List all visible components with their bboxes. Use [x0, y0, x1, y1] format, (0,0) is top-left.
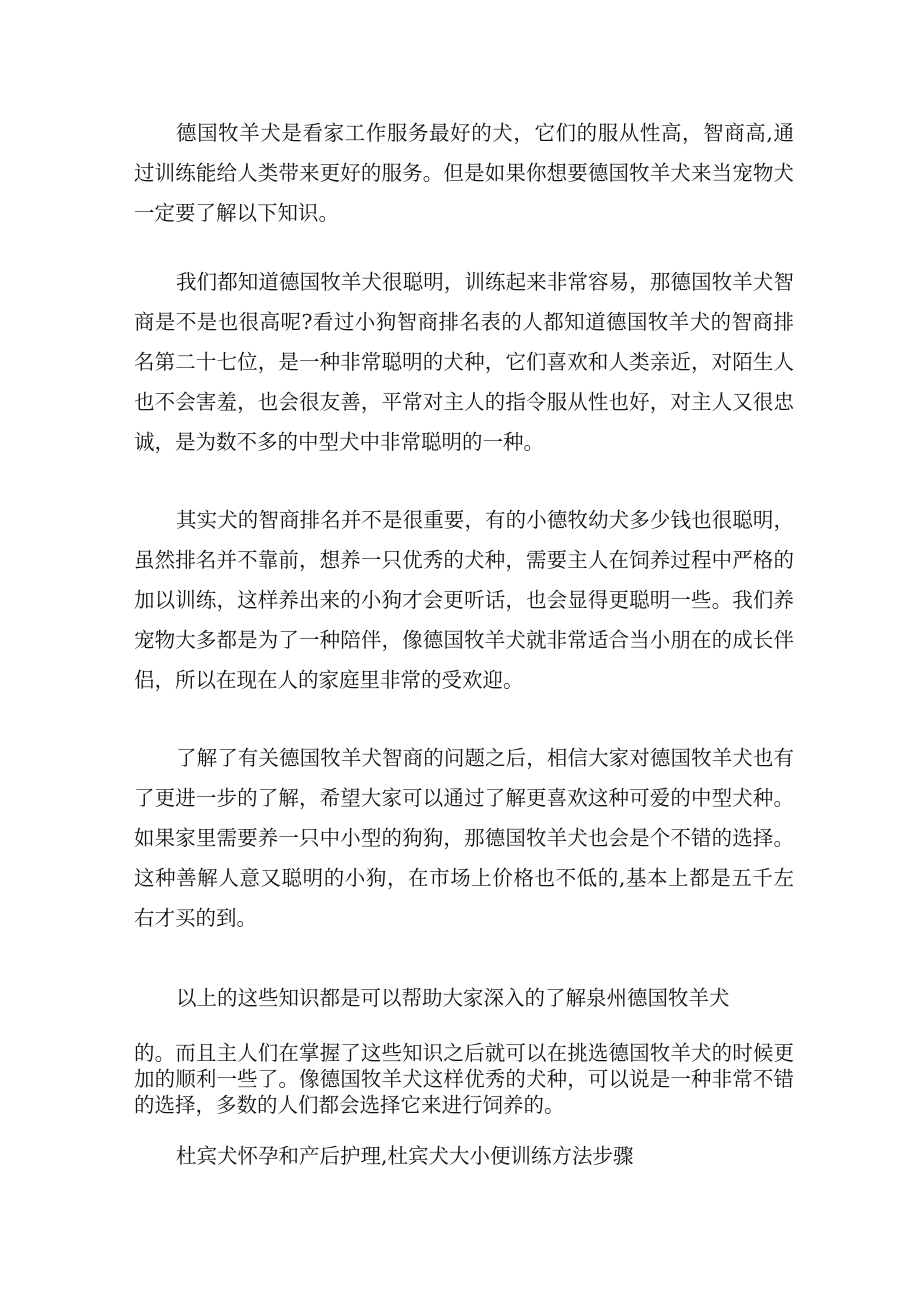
paragraph-7: 杜宾犬怀孕和产后护理,杜宾犬大小便训练方法步骤 [176, 1144, 634, 1168]
paragraph-2: 我们都知道德国牧羊犬很聪明，训练起来非常容易，那德国牧羊犬智商是不是也很高呢?看过小狗智商排名表的人都知道德国牧羊犬的智商排名第二十七位，是一种非常聪明的犬种，它们喜欢和人类亲近，对陌生人也不会害羞，也会很友善，平常对主人的指令服从性也好，对主人又很忠诚，是为数不多的中型犬中非常聪明的一种。 [134, 270, 794, 454]
paragraph-4: 了解了有关德国牧羊犬智商的问题之后，相信大家对德国牧羊犬也有了更进一步的了解，希望大家可以通过了解更喜欢这种可爱的中型犬种。如果家里需要养一只中小型的狗狗，那德国牧羊犬也会是个不错的选择。这种善解人意又聪明的小狗，在市场上价格也不低的,基本上都是五千左右才买的到。 [134, 746, 794, 930]
paragraph-6: 的。而且主人们在掌握了这些知识之后就可以在挑选德国牧羊犬的时候更加的顺利一些了。像德国牧羊犬这样优秀的犬种，可以说是一种非常不错的选择，多数的人们都会选择它来进行饲养的。 [134, 1041, 794, 1117]
paragraph-5: 以上的这些知识都是可以帮助大家深入的了解泉州德国牧羊犬 [176, 986, 730, 1010]
paragraph-3: 其实犬的智商排名并不是很重要，有的小德牧幼犬多少钱也很聪明，虽然排名并不靠前，想养一只优秀的犬种，需要主人在饲养过程中严格的加以训练，这样养出来的小狗才会更听话，也会显得更聪明一些。我们养宠物大多都是为了一种陪伴，像德国牧羊犬就非常适合当小朋在的成长伴侣，所以在现在人的家庭里非常的受欢迎。 [134, 508, 794, 692]
paragraph-1: 德国牧羊犬是看家工作服务最好的犬，它们的服从性高，智商高,通过训练能给人类带来更好的服务。但是如果你想要德国牧羊犬来当宠物犬一定要了解以下知识。 [134, 121, 794, 225]
